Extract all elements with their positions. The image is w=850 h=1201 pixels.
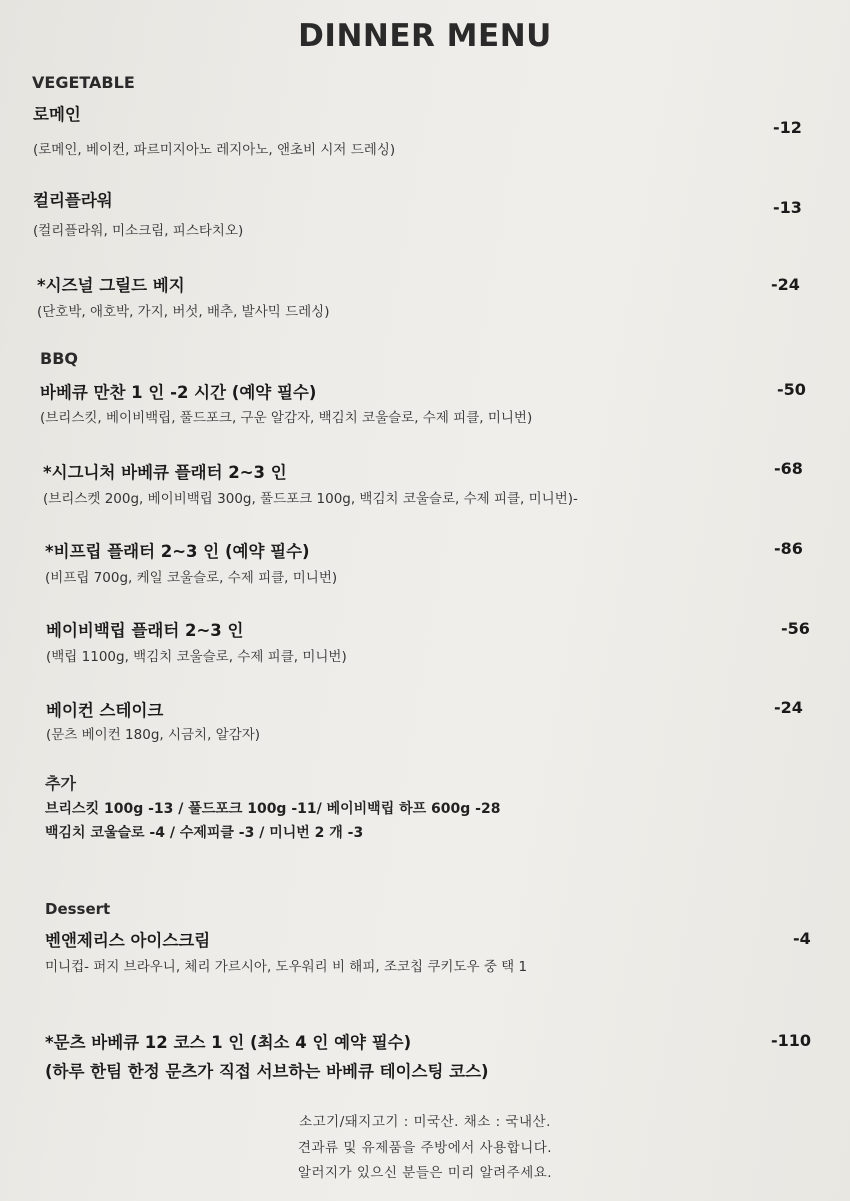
item-price: -86 [774,539,803,558]
item-price: -4 [793,929,811,948]
course-name: *문츠 바베큐 12 코스 1 인 (최소 4 인 예약 필수) [45,1033,412,1052]
item-price: -24 [771,275,800,294]
item-name: *비프립 플래터 2~3 인 (예약 필수) [45,542,310,561]
item-name: 벤앤제리스 아이스크림 [45,931,211,950]
item-name: *시그니처 바베큐 플래터 2~3 인 [43,463,287,482]
item-price: -24 [774,698,803,717]
footer-note: 견과류 및 유제품을 주방에서 사용합니다. [297,1140,553,1156]
item-description: (문츠 베이컨 180g, 시금치, 알감자) [46,727,261,743]
item-name: 베이컨 스테이크 [46,701,164,720]
item-description: (브리스켓 200g, 베이비백립 300g, 풀드포크 100g, 백김치 코울슬로, 수제 피클, 미니번)- [43,491,578,507]
item-description: (컬리플라워, 미소크림, 피스타치오) [33,223,244,239]
extras-line: 백김치 코울슬로 -4 / 수제피클 -3 / 미니번 2 개 -3 [45,825,364,841]
footer-note: 알러지가 있으신 분들은 미리 알려주세요. [297,1165,553,1181]
section-heading-dessert: Dessert [45,900,111,918]
item-price: -68 [774,459,803,478]
item-name: 컬리플라워 [33,191,113,210]
item-price: -56 [781,619,810,638]
item-name: *시즈널 그릴드 베지 [37,276,185,295]
item-name: 베이비백립 플래터 2~3 인 [46,621,244,640]
item-description: 미니컵- 퍼지 브라우니, 체리 가르시아, 도우워리 비 해피, 조코칩 쿠키도우 중 택 1 [45,959,528,975]
item-name: 로메인 [33,105,81,124]
section-heading-vegetable: VEGETABLE [32,73,135,92]
item-description: (로메인, 베이컨, 파르미지아노 레지아노, 앤초비 시저 드레싱) [33,142,396,158]
course-subtitle: (하루 한팀 한정 문츠가 직접 서브하는 바베큐 테이스팅 코스) [45,1062,489,1081]
item-description: (브리스킷, 베이비백립, 풀드포크, 구운 알감자, 백김치 코울슬로, 수제 피클, 미니번) [40,410,533,426]
item-price: -50 [777,380,806,399]
item-description: (비프립 700g, 케일 코울슬로, 수제 피클, 미니번) [45,570,338,586]
section-heading-bbq: BBQ [40,349,78,368]
item-name: 바베큐 만찬 1 인 -2 시간 (예약 필수) [40,383,317,402]
item-description: (백립 1100g, 백김치 코울슬로, 수제 피클, 미니번) [46,649,347,665]
course-price: -110 [771,1031,812,1050]
extras-line: 브리스킷 100g -13 / 풀드포크 100g -11/ 베이비백립 하프 600g -28 [45,801,501,817]
item-price: -12 [773,118,802,137]
menu-title: DINNER MENU [298,18,552,54]
footer-note: 소고기/돼지고기 : 미국산. 채소 : 국내산. [299,1114,551,1130]
item-description: (단호박, 애호박, 가지, 버섯, 배추, 발사믹 드레싱) [37,304,330,320]
section-heading-extra: 추가 [45,774,76,793]
item-price: -13 [773,198,802,217]
